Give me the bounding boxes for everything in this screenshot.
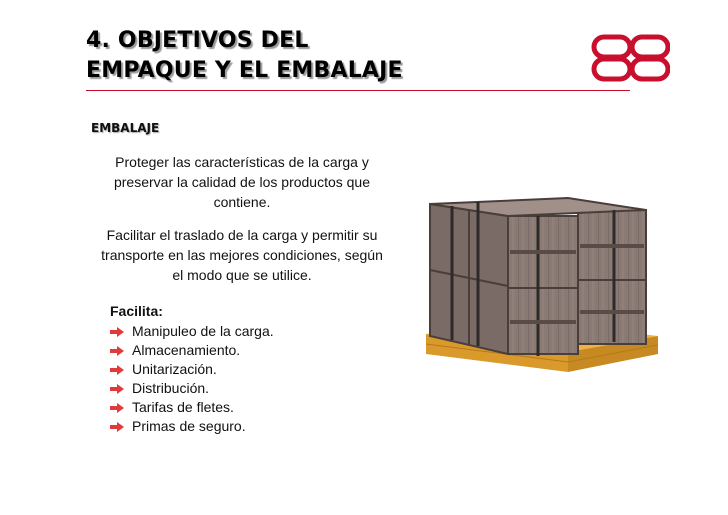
crates-on-pallet-image bbox=[418, 176, 666, 408]
title-line-1: 4. OBJETIVOS DEL bbox=[86, 28, 309, 53]
title-line-2: EMPAQUE Y EL EMBALAJE bbox=[86, 58, 403, 83]
facilita-items bbox=[108, 322, 308, 436]
list-item bbox=[108, 341, 308, 360]
red-arrow-icon bbox=[110, 327, 124, 337]
paragraph-protect: Proteger las características de la carga y preservar la calidad de los productos que contiene. bbox=[113, 154, 371, 210]
list-item-label: Unitarización. bbox=[132, 361, 217, 377]
list-item bbox=[108, 322, 308, 341]
list-item bbox=[108, 379, 308, 398]
list-item-label: Manipuleo de la carga. bbox=[132, 323, 274, 339]
red-arrow-icon bbox=[110, 422, 124, 432]
list-item-label: Distribución. bbox=[132, 380, 210, 396]
list-item bbox=[108, 398, 308, 417]
list-item bbox=[108, 417, 308, 436]
facilita-list bbox=[108, 302, 308, 436]
red-arrow-icon bbox=[110, 403, 124, 413]
facilita-label: Facilita: bbox=[110, 303, 163, 319]
list-item-label: Almacenamiento. bbox=[132, 342, 241, 358]
paragraph-transport: Facilitar el traslado de la carga y permitir su transporte en las mejores condiciones, según el modo que se utilice. bbox=[101, 227, 383, 283]
list-item-label: Tarifas de fletes. bbox=[132, 399, 234, 415]
red-arrow-icon bbox=[110, 346, 124, 356]
slide-title bbox=[86, 26, 466, 86]
title-divider bbox=[86, 90, 630, 91]
red-arrow-icon bbox=[110, 365, 124, 375]
list-item-label: Primas de seguro. bbox=[132, 418, 246, 434]
list-item bbox=[108, 360, 308, 379]
section-label: EMBALAJE bbox=[91, 121, 160, 135]
red-arrow-icon bbox=[110, 384, 124, 394]
company-logo bbox=[590, 33, 670, 83]
